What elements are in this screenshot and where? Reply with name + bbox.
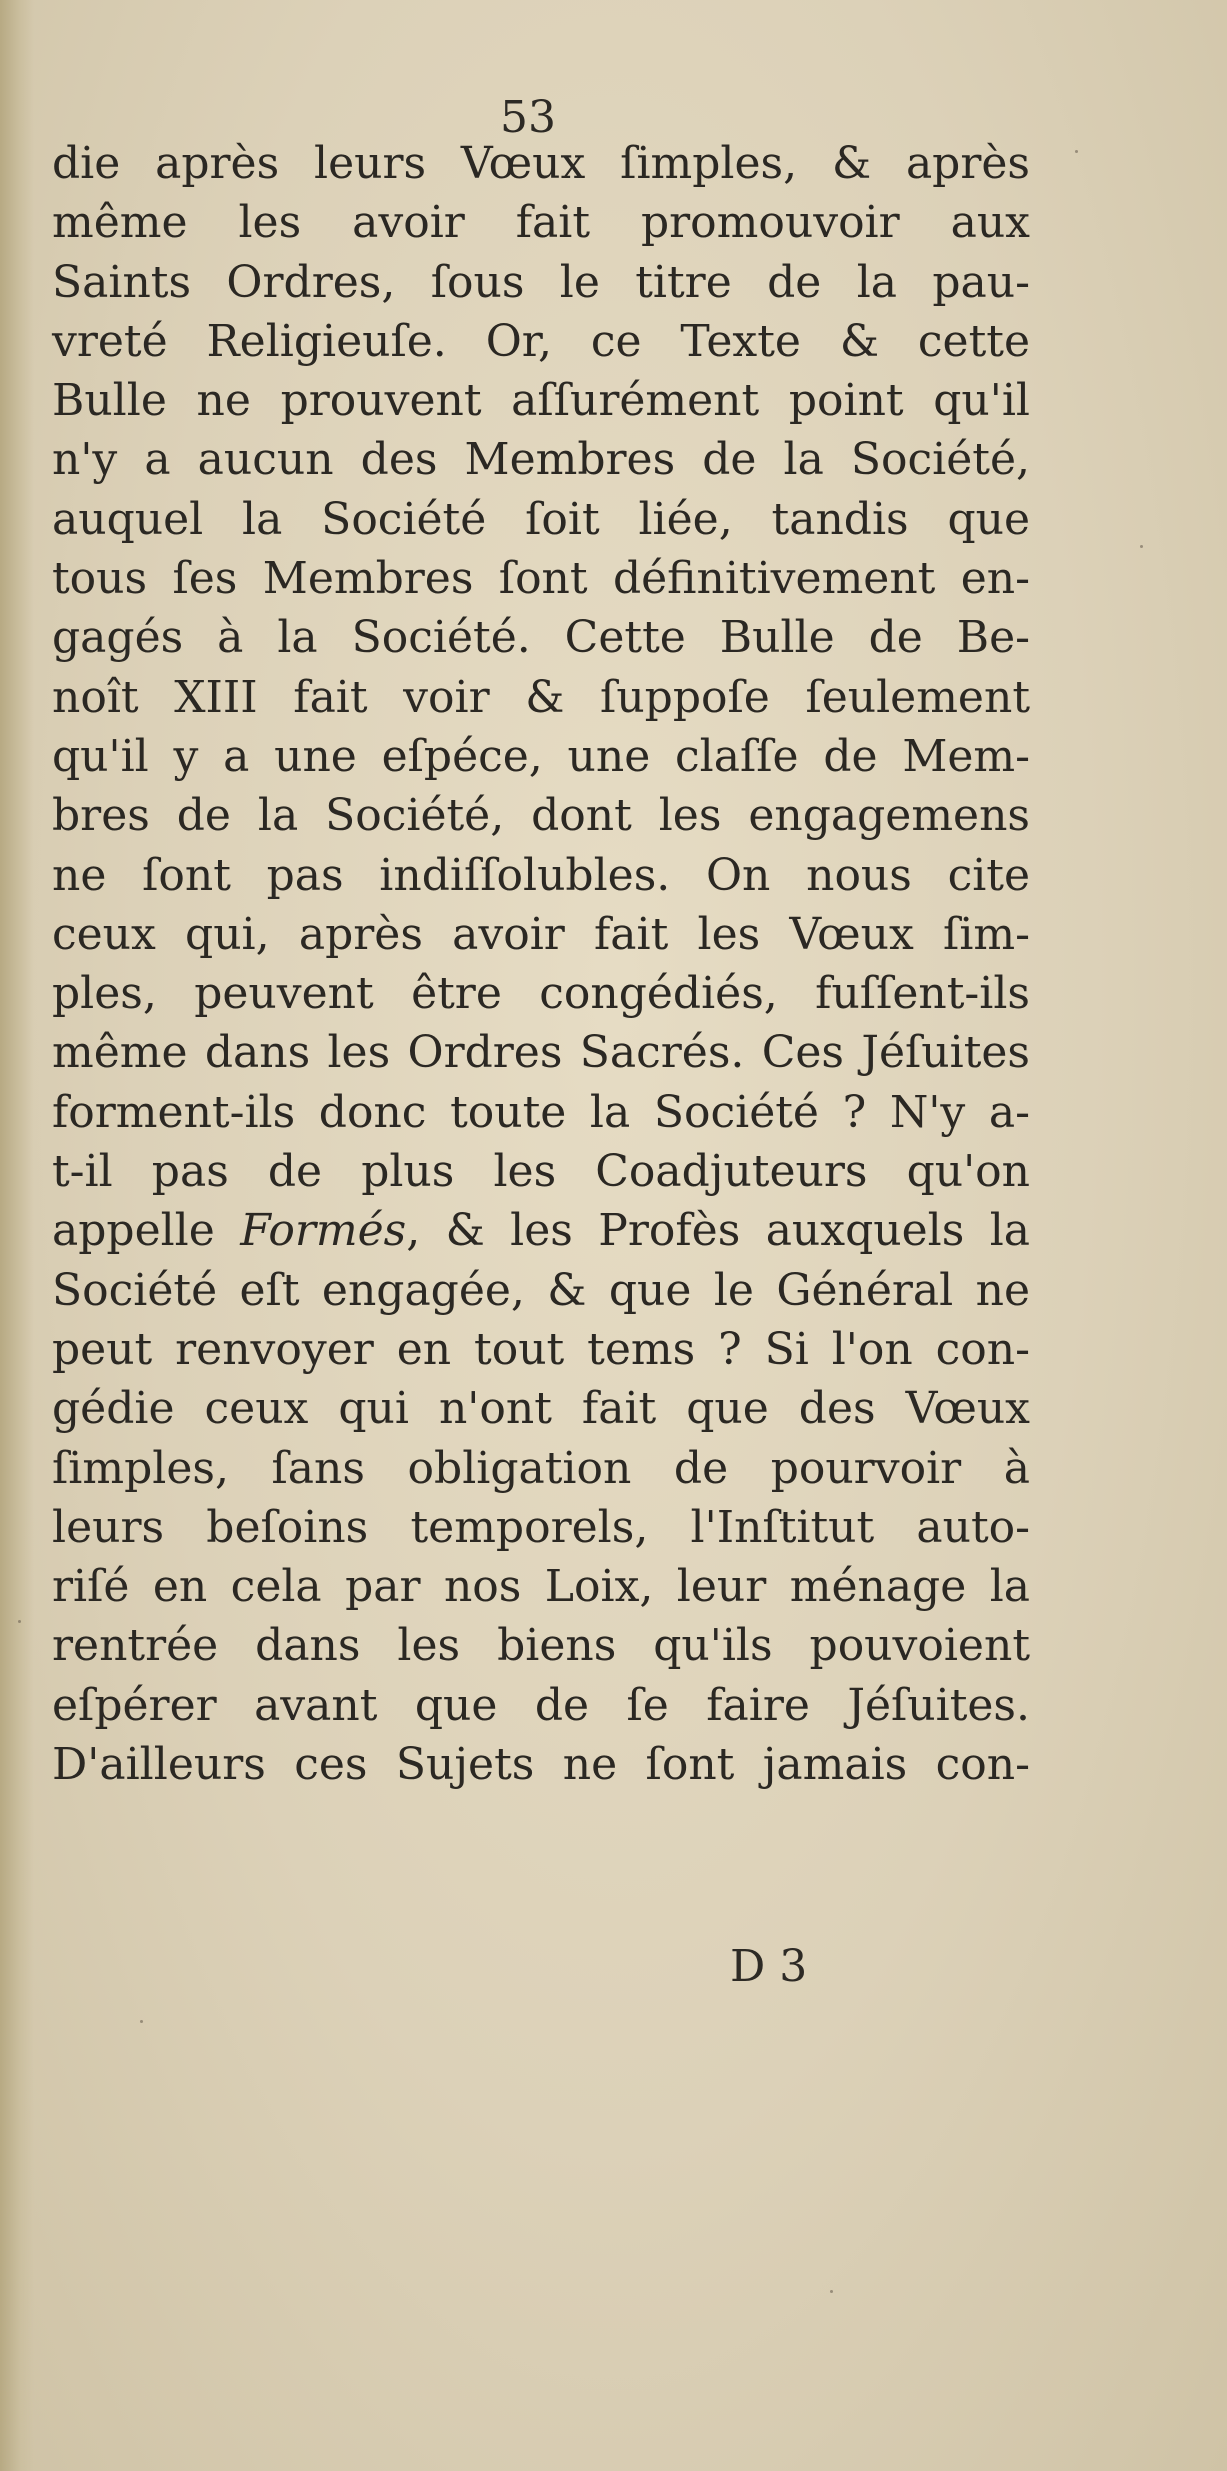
text-line: die après leurs Vœux ſimples, & après [52, 138, 1030, 189]
page-number: 53 [500, 92, 556, 143]
body-text [52, 134, 1030, 1794]
text-line: bres de la Société, dont les engagemens [52, 790, 1030, 842]
text-fragment: , & les Profès auxquels la [406, 1205, 1030, 1257]
text-line: ne ſont pas indiſſolubles. On nous cite [52, 849, 1030, 901]
text-line: même les avoir fait promouvoir aux [52, 197, 1030, 249]
text-line: ples, peuvent être congédiés, fuſſent-ils [52, 968, 1030, 1020]
text-line: noît XIII fait voir & ſuppoſe ſeulement [52, 671, 1030, 723]
text-line: gédie ceux qui n'ont fait que des Vœux [52, 1383, 1030, 1435]
text-line: vreté Religieuſe. Or, ce Texte & cette [52, 315, 1030, 367]
text-line: leurs beſoins temporels, l'Inſtitut auto- [52, 1501, 1030, 1553]
text-fragment: appelle [52, 1205, 241, 1257]
text-line: peut renvoyer en tout tems ? Si l'on con- [52, 1323, 1030, 1375]
text-line: Bulle ne prouvent aſſurément point qu'il [52, 375, 1030, 427]
text-line: t-il pas de plus les Coadjuteurs qu'on [52, 1146, 1030, 1198]
text-line: Saints Ordres, ſous le titre de la pau- [52, 256, 1030, 308]
text-line: n'y a aucun des Membres de la Société, [52, 434, 1030, 486]
text-line: qu'il y a une eſpéce, une claſſe de Mem- [52, 730, 1030, 782]
binding-gutter-shadow [0, 0, 34, 2471]
text-line: D'ailleurs ces Sujets ne ſont jamais con- [52, 1739, 1030, 1791]
text-line-formes [52, 1201, 1030, 1260]
text-line: rentrée dans les biens qu'ils pouvoient [52, 1620, 1030, 1672]
text-line: tous ſes Membres ſont définitivement en- [52, 553, 1030, 605]
text-line: ceux qui, après avoir fait les Vœux ſim- [52, 908, 1030, 960]
text-line: Société eſt engagée, & que le Général ne [52, 1264, 1030, 1316]
paper-speck [18, 1620, 21, 1623]
signature-mark: D 3 [730, 1941, 808, 1992]
paper-speck [140, 2020, 143, 2023]
text-line: ſimples, ſans obligation de pourvoir à [52, 1442, 1030, 1494]
italic-term: Formés [240, 1205, 407, 1257]
paper-speck [1140, 545, 1143, 548]
text-line: eſpérer avant que de ſe faire Jéſuites. [52, 1679, 1030, 1731]
paper-speck [1075, 150, 1078, 153]
text-line: même dans les Ordres Sacrés. Ces Jéſuites [52, 1027, 1030, 1079]
text-line: riſé en cela par nos Loix, leur ménage la [52, 1561, 1030, 1613]
paper-speck [830, 2290, 833, 2293]
text-line: gagés à la Société. Cette Bulle de Be- [52, 612, 1030, 664]
text-line: forment-ils donc toute la Société ? N'y a- [52, 1086, 1030, 1138]
text-line: auquel la Société ſoit liée, tandis que [52, 493, 1030, 545]
